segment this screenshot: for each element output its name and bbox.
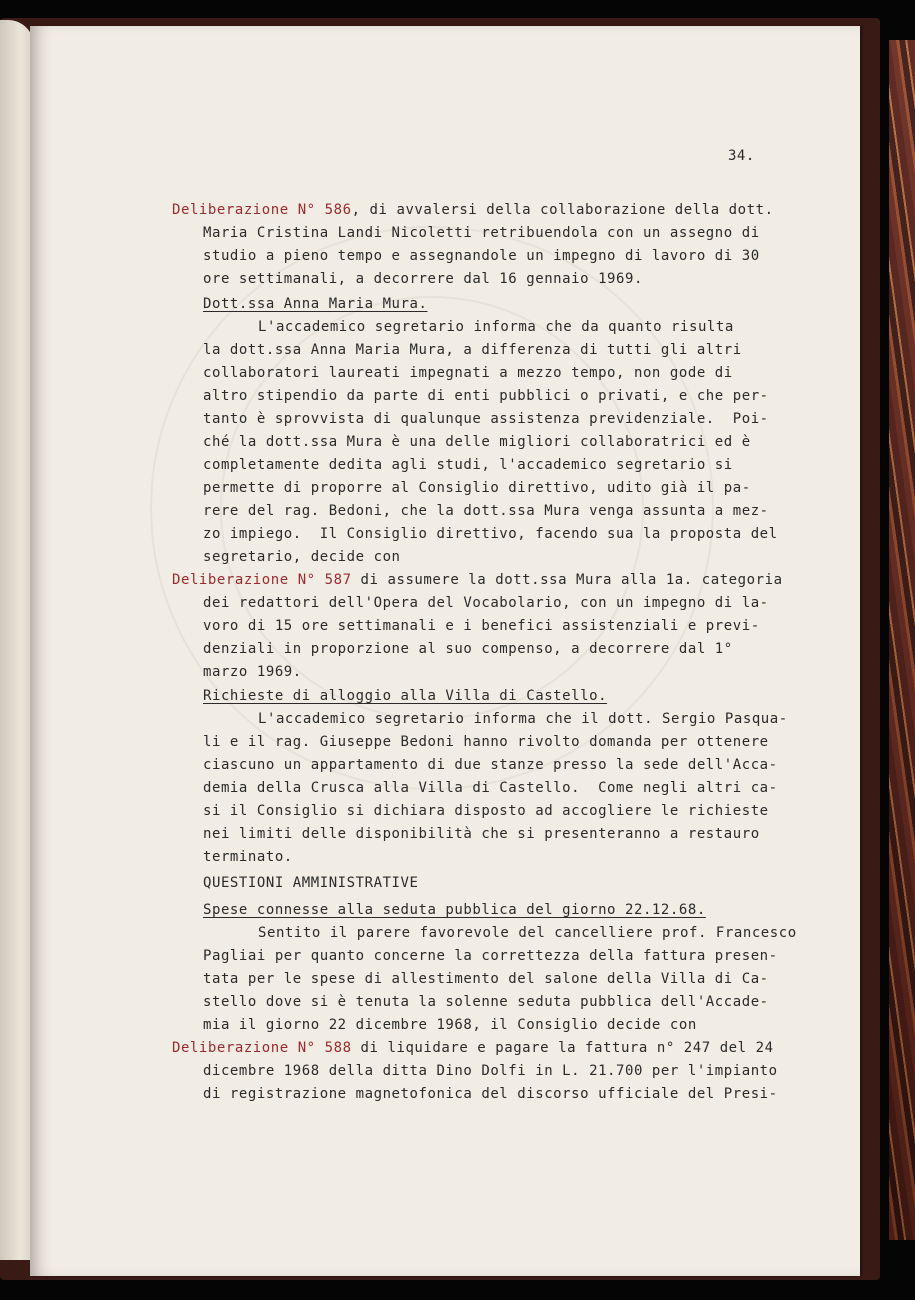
- paragraph-line: dei redattori dell'Opera del Vocabolario, con un impegno di la-: [203, 595, 769, 611]
- section-title: QUESTIONI AMMINISTRATIVE: [203, 875, 419, 891]
- deliberation-label: Deliberazione N° 588: [172, 1040, 352, 1056]
- paragraph-line: ciascuno un appartamento di due stanze presso la sede dell'Acca-: [203, 757, 778, 773]
- paragraph-line: tata per le spese di allestimento del salone della Villa di Ca-: [203, 971, 769, 987]
- paragraph-line: ché la dott.ssa Mura è una delle migliori collaboratrici ed è: [203, 434, 751, 450]
- paragraph-line: Maria Cristina Landi Nicoletti retribuendola con un assegno di: [203, 225, 760, 241]
- paragraph-line: L'accademico segretario informa che il dott. Sergio Pasqua-: [258, 711, 788, 727]
- paragraph-line: tanto è sprovvista di qualunque assistenza previdenziale. Poi-: [203, 411, 769, 427]
- paragraph-line: Sentito il parere favorevole del cancelliere prof. Francesco: [258, 925, 797, 941]
- deliberation-label: Deliberazione N° 586: [172, 202, 352, 218]
- paragraph-line: rere del rag. Bedoni, che la dott.ssa Mura venga assunta a mez-: [203, 503, 769, 519]
- paragraph-line: mia il giorno 22 dicembre 1968, il Consiglio decide con: [203, 1017, 697, 1033]
- paragraph-line: denziali in proporzione al suo compenso, a decorrere dal 1°: [203, 641, 733, 657]
- paragraph-line: ore settimanali, a decorrere dal 16 gennaio 1969.: [203, 271, 643, 287]
- text-body: [30, 26, 860, 1276]
- paragraph-line: Deliberazione N° 588 di liquidare e pagare la fattura n° 247 del 24: [172, 1040, 774, 1056]
- paragraph-line: permette di proporre al Consiglio direttivo, udito già il pa-: [203, 480, 751, 496]
- paragraph-line: stello dove si è tenuta la solenne seduta pubblica dell'Accade-: [203, 994, 769, 1010]
- document-page: [30, 26, 860, 1276]
- paragraph-line: marzo 1969.: [203, 664, 302, 680]
- paragraph-line: altro stipendio da parte di enti pubblici o privati, e che per-: [203, 388, 769, 404]
- facing-page-edge: [0, 20, 34, 1260]
- marbled-edge: [889, 40, 915, 1240]
- paragraph-line: si il Consiglio si dichiara disposto ad accogliere le richieste: [203, 803, 769, 819]
- paragraph-line: li e il rag. Giuseppe Bedoni hanno rivolto domanda per ottenere: [203, 734, 769, 750]
- deliberation-label: Deliberazione N° 587: [172, 572, 352, 588]
- section-heading: Dott.ssa Anna Maria Mura.: [203, 296, 428, 312]
- paragraph-line: dicembre 1968 della ditta Dino Dolfi in L. 21.700 per l'impianto: [203, 1063, 778, 1079]
- section-heading: Richieste di alloggio alla Villa di Castello.: [203, 688, 608, 704]
- paragraph-line: L'accademico segretario informa che da quanto risulta: [258, 319, 734, 335]
- paragraph-line: la dott.ssa Anna Maria Mura, a differenza di tutti gli altri: [203, 342, 742, 358]
- page-number: 34.: [728, 148, 755, 164]
- paragraph-line: di registrazione magnetofonica del discorso ufficiale del Presi-: [203, 1086, 778, 1102]
- paragraph-line: Deliberazione N° 586, di avvalersi della collaborazione della dott.: [172, 202, 774, 218]
- paragraph-line: zo impiego. Il Consiglio direttivo, facendo sua la proposta del: [203, 526, 778, 542]
- paragraph-line: voro di 15 ore settimanali e i benefici assistenziali e previ-: [203, 618, 760, 634]
- paragraph-line: Pagliai per quanto concerne la correttezza della fattura presen-: [203, 948, 778, 964]
- paragraph-line: nei limiti delle disponibilità che si presenteranno a restauro: [203, 826, 760, 842]
- paragraph-line: Deliberazione N° 587 di assumere la dott.ssa Mura alla 1a. categoria: [172, 572, 783, 588]
- paragraph-line: completamente dedita agli studi, l'accademico segretario si: [203, 457, 733, 473]
- paragraph-line: demia della Crusca alla Villa di Castello. Come negli altri ca-: [203, 780, 778, 796]
- section-heading: Spese connesse alla seduta pubblica del giorno 22.12.68.: [203, 902, 706, 918]
- paragraph-line: studio a pieno tempo e assegnandole un impegno di lavoro di 30: [203, 248, 760, 264]
- paragraph-line: terminato.: [203, 849, 293, 865]
- paragraph-line: collaboratori laureati impegnati a mezzo tempo, non gode di: [203, 365, 733, 381]
- paragraph-line: segretario, decide con: [203, 549, 401, 565]
